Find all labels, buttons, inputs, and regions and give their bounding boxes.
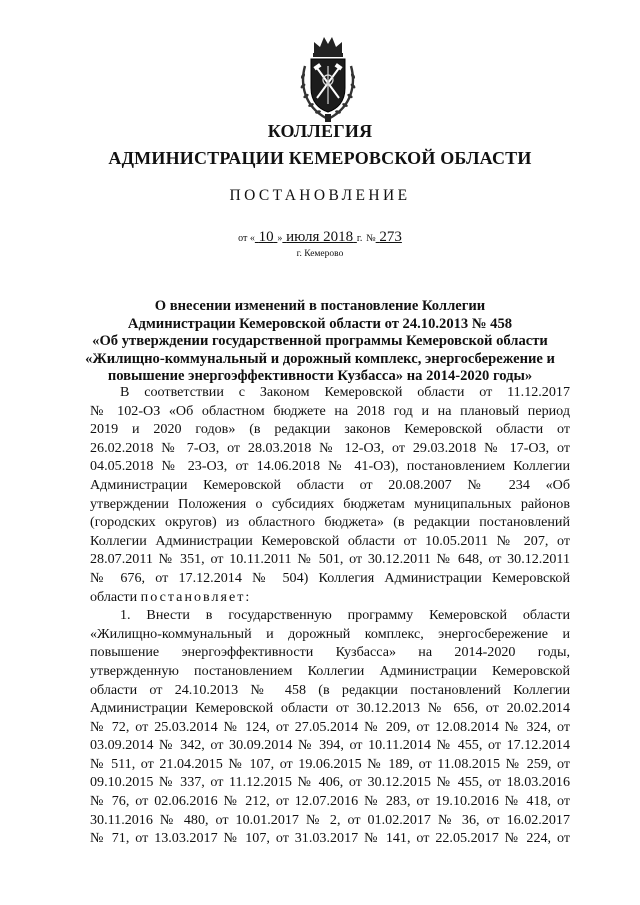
kemerovo-coat-of-arms-emblem [296,32,360,124]
date-prefix: от « [238,233,255,244]
organization-name-line1: КОЛЛЕГИЯ [267,121,373,141]
title-line: О внесении изменений в постановление Коллегии [154,298,486,314]
body-line: № 71, от 13.03.2017 № 107, от 31.03.2017 № 141, от 22.05.2017 № 224, от [90,830,570,847]
date-month-year: июля 2018 [286,229,354,245]
body-line: № 102-ОЗ «Об областном бюджете на 2018 год и на плановый период [90,402,570,419]
body-line: № 511, от 21.04.2015 № 107, от 19.06.2015 № 189, от 11.08.2015 № 259, от [90,755,570,772]
resolve-word: постановляет: [140,588,252,605]
body-line: 26.02.2018 № 7-ОЗ, от 28.03.2018 № 12-ОЗ, от 29.03.2018 № 17-ОЗ, от [90,439,570,456]
organization-name-line2: АДМИНИСТРАЦИИ КЕМЕРОВСКОЙ ОБЛАСТИ [108,148,532,168]
body-line: В соответствии с Законом Кемеровской области от 11.12.2017 [120,384,570,400]
body-line: Администрации Кемеровской области от 30.12.2013 № 656, от 20.02.2014 [90,700,570,717]
city-name: г. Кемерово [296,249,344,259]
body-line: Коллегии Администрации Кемеровской области от 10.05.2011 № 207, от [90,532,570,549]
body-line: 03.09.2014 № 342, от 30.09.2014 № 394, от 10.11.2014 № 455, от 17.12.2014 [90,737,570,754]
resolve-prefix: области [90,588,138,605]
title-line: повышение энергоэффективности Кузбасса» на 2014-2020 годы» [107,368,533,385]
document-number: 273 [379,229,402,245]
body-line: (городских округов) из областного бюджета» (в редакции постановлений [90,514,570,531]
body-line: № 676, от 17.12.2014 № 504) Коллегия Администрации Кемеровской [90,569,570,586]
body-line: 1. Внести в государственную программу Кемеровской области [120,607,570,624]
body-line: № 72, от 25.03.2014 № 124, от 27.05.2014 № 209, от 12.08.2014 № 324, от [90,718,570,735]
body-line: 2019 и 2020 годов» (в редакции законов Кемеровской области от [90,421,570,438]
number-label: № [366,233,376,244]
body-line: 30.11.2016 № 480, от 10.01.2017 № 2, от 01.02.2017 № 36, от 16.02.2017 [90,811,570,828]
body-line: утверждении Положения о субсидиях бюджетам муниципальных районов [90,495,570,512]
body-line: 28.07.2011 № 351, от 10.11.2011 № 501, от 30.12.2011 № 648, от 30.12.2011 [90,551,570,568]
date-day: 10 [258,229,274,245]
body-line: повышение энергоэффективности Кузбасса» на 2014-2020 годы, [90,644,570,661]
title-line: «Об утверждении государственной программы Кемеровской области [92,333,548,350]
document-title [60,298,580,386]
body-line: 04.05.2018 № 23-ОЗ, от 14.06.2018 № 41-ОЗ), постановлением Коллегии [90,458,570,475]
body-line: 09.10.2015 № 337, от 11.12.2015 № 406, от 30.12.2015 № 455, от 18.03.2016 [90,774,570,791]
document-type: ПОСТАНОВЛЕНИЕ [229,187,411,204]
document-date-line [0,229,640,246]
resolve-line [90,588,570,607]
title-line: Администрации Кемеровской области от 24.10.2013 № 458 [127,315,513,332]
body-line: № 76, от 02.06.2016 № 212, от 12.07.2016 № 283, от 19.10.2016 № 418, от [90,793,570,810]
date-mid: » [277,233,283,244]
body-line: «Жилищно-коммунальный и дорожный комплекс, энергосбережение и [90,625,570,642]
document-body [90,383,570,848]
title-line: «Жилищно-коммунальный и дорожный комплекс, энергосбережение и [85,350,555,367]
date-year-suffix: г. [356,233,363,244]
body-line: утвержденную постановлением Коллегии Администрации Кемеровской [90,662,570,679]
body-line: области от 24.10.2013 № 458 (в редакции постановлений Коллегии [90,681,570,698]
body-line: Администрации Кемеровской области от 20.08.2007 № 234 «Об [90,476,570,493]
